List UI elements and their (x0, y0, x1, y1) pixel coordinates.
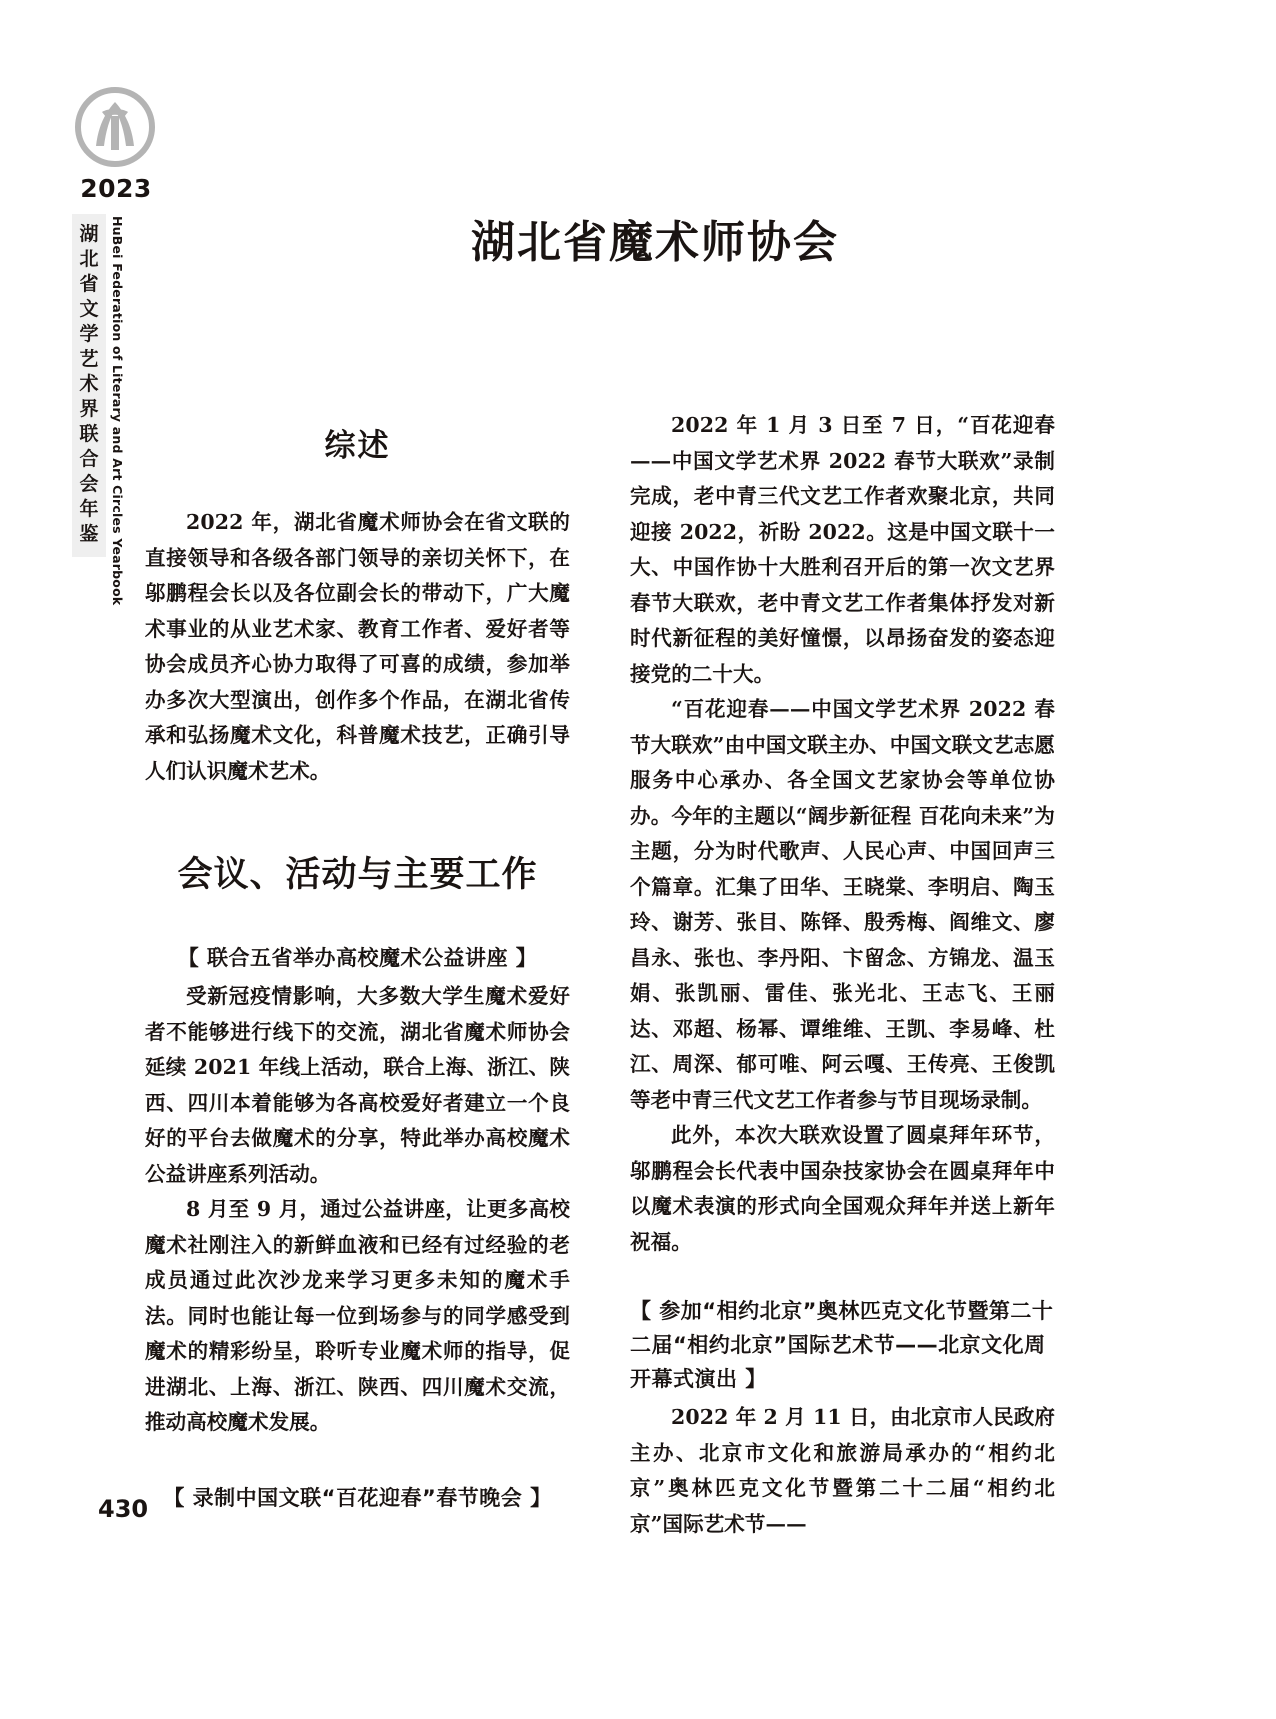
overview-heading: 综述 (324, 428, 391, 464)
overview-paragraph: 2022 年，湖北省魔术师协会在省文联的直接领导和各级各部门领导的亲切关怀下，在邬鹏程会长以及各位副会长的带动下，广大魔术事业的从业艺术家、教育工作者、爱好者等协会成员齐心协力取得了可喜的成绩，参加举办多次大型演出，创作多个作品，在湖北省传承和弘扬魔术文化，科普魔术技艺，正确引导人们认识魔术艺术。 (145, 510, 570, 783)
vertical-title-char: 北 (79, 248, 99, 270)
english-yearbook-title: HuBei Federation of Literary and Art Circles Yearbook (110, 216, 125, 606)
paragraph-gala-recording: 2022 年 1 月 3 日至 7 日，“百花迎春——中国文学艺术界 2022 春节大联欢”录制完成，老中青三代文艺工作者欢聚北京，共同迎接 2022，祈盼 2022。这是中国文联十一大、中国作协十大胜利召开后的第一次文艺界春节大联欢，老中青文艺工作者集体抒发对新时代新征程的美好憧憬，以昂扬奋发的姿态迎接党的二十大。 (630, 413, 1055, 686)
paragraph-meet-in-beijing: 2022 年 2 月 11 日，由北京市人民政府主办、北京市文化和旅游局承办的“相约北京”奥林匹克文化节暨第二十二届“相约北京”国际艺术节—— (630, 1405, 1055, 1536)
page-title: 湖北省魔术师协会 (471, 217, 839, 268)
hubei-federation-emblem-icon (74, 86, 156, 168)
subheading-joint-lecture: 【 联合五省举办高校魔术公益讲座 】 (177, 946, 538, 970)
right-column (630, 408, 1055, 1536)
vertical-title-char: 年 (79, 498, 99, 520)
yearbook-year: 2023 (80, 174, 152, 203)
section-heading-meetings: 会议、活动与主要工作 (177, 855, 538, 895)
vertical-title-char: 合 (79, 448, 99, 470)
subheading-spring-gala: 【 录制中国文联“百花迎春”春节晚会 】 (163, 1485, 552, 1510)
page-number: 430 (98, 1495, 149, 1523)
vertical-title-char: 湖 (79, 223, 99, 245)
vertical-title-char: 联 (79, 423, 99, 445)
vertical-title-char: 省 (79, 273, 99, 295)
vertical-title-char: 文 (79, 298, 99, 320)
subheading-meet-in-beijing: 【 参加“相约北京”奥林匹克文化节暨第二十二届“相约北京”国际艺术节——北京文化周开幕式演出 】 (630, 1299, 1054, 1391)
vertical-title-char: 艺 (79, 348, 99, 370)
vertical-title-char: 鉴 (79, 523, 99, 545)
left-column (145, 408, 570, 1508)
body-columns (145, 408, 1055, 1536)
vertical-title-char: 学 (79, 323, 99, 345)
paragraph-joint-lecture-1: 受新冠疫情影响，大多数大学生魔术爱好者不能够进行线下的交流，湖北省魔术师协会延续 2021 年线上活动，联合上海、浙江、陕西、四川本着能够为各高校爱好者建立一个良好的平台去做魔术的分享，特此举办高校魔术公益讲座系列活动。 (145, 984, 570, 1186)
vertical-title-char: 界 (79, 398, 99, 420)
vertical-title-band (72, 214, 106, 557)
paragraph-gala-details: “百花迎春——中国文学艺术界 2022 春节大联欢”由中国文联主办、中国文联文艺志愿服务中心承办、各全国文艺家协会等单位协办。今年的主题以“阔步新征程 百花向未来”为主题，分为时代歌声、人民心声、中国回声三个篇章。汇集了田华、王晓棠、李明启、陶玉玲、谢芳、张目、陈铎、殷秀梅、阎维文、廖昌永、张也、李丹阳、卞留念、方锦龙、温玉娟、张凯丽、雷佳、张光北、王志飞、王丽达、邓超、杨幂、谭维维、王凯、李易峰、杜江、周深、郁可唯、阿云嘎、王传亮、王俊凯等老中青三代文艺工作者参与节目现场录制。 (630, 697, 1055, 1112)
paragraph-roundtable-greeting: 此外，本次大联欢设置了圆桌拜年环节，邬鹏程会长代表中国杂技家协会在圆桌拜年中以魔术表演的形式向全国观众拜年并送上新年祝福。 (630, 1123, 1055, 1254)
paragraph-joint-lecture-2: 8 月至 9 月，通过公益讲座，让更多高校魔术社刚注入的新鲜血液和已经有过经验的老成员通过此次沙龙来学习更多未知的魔术手法。同时也能让每一位到场参与的同学感受到魔术的精彩纷呈，聆听专业魔术师的指导，促进湖北、上海、浙江、陕西、四川魔术交流，推动高校魔术发展。 (145, 1197, 570, 1434)
vertical-title-char: 会 (79, 473, 99, 495)
vertical-title-char: 术 (79, 373, 99, 395)
